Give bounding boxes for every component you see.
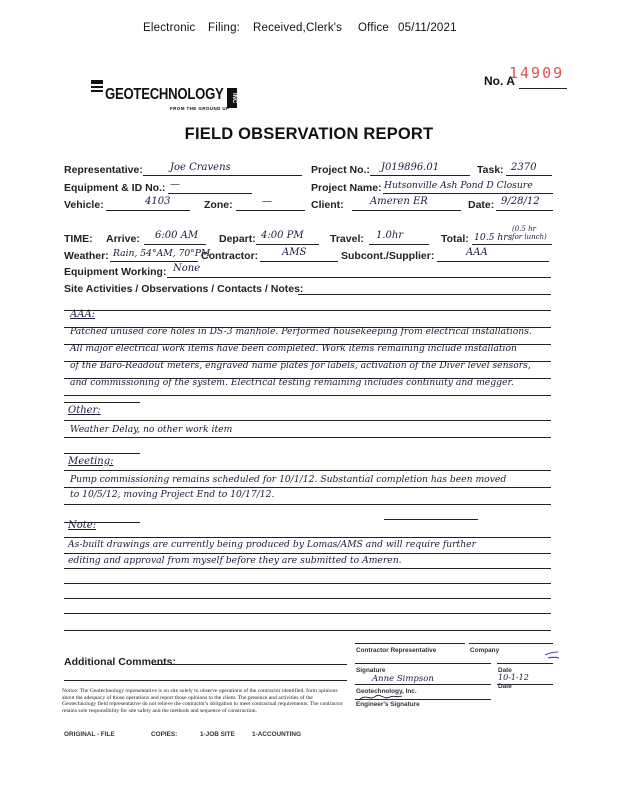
zone-value: — <box>262 196 272 207</box>
vehicle-value: 4103 <box>145 196 171 207</box>
representative-value: Joe Cravens <box>170 162 231 173</box>
logo-mark-icon <box>91 80 103 92</box>
report-number-underline <box>519 88 567 89</box>
note-rule <box>64 583 551 584</box>
report-number-value: 14909 <box>509 64 565 82</box>
note-rule <box>64 437 551 438</box>
other-heading: Other: <box>68 405 101 416</box>
geotech-inc-label: Geotechnology, Inc. <box>356 688 417 695</box>
total-note-bottom: for lunch) <box>512 233 547 241</box>
date-label: Date: <box>468 199 495 211</box>
subcontractor-label: Subcont./Supplier: <box>341 250 435 262</box>
additional-comments-label: Additional Comments: <box>64 656 176 668</box>
aaa-line: All major electrical work items have been completed. Work items remaining include installation <box>70 343 517 354</box>
note-rule <box>64 537 551 538</box>
arrive-line <box>144 244 206 245</box>
project-name-value: Hutsonville Ash Pond D Closure <box>384 180 533 191</box>
date-top-line <box>497 663 553 664</box>
note-rule <box>64 420 551 421</box>
note-rule-partial <box>384 519 478 520</box>
blue-check-mark-icon <box>544 651 560 661</box>
notice-text: Notice: The Geotechnology representative is on site solely to observe operations of the contractor identified, form opinions about the adequacy of those operations and report those opinions to the client. The presence and activities of the Geotechnology field representative do not relieve the contractor's obligation to meet contractual requirements. The contractor retains sole responsibility for site safety and the methods and sequence of construction. <box>62 688 343 714</box>
date-value: 9/28/12 <box>501 196 540 207</box>
report-number-label: No. A <box>484 74 515 88</box>
aaa-line: of the Baro-Readout meters, engraved name plates for labels, activation of the Diver level sensors, <box>70 360 531 371</box>
footer-accounting: 1-ACCOUNTING <box>252 731 301 738</box>
engineer-signature-label: Engineer's Signature <box>356 701 420 708</box>
meeting-line: Pump commissioning remains scheduled for 10/1/12. Substantial completion has been moved <box>70 474 507 485</box>
signature-line <box>355 684 491 685</box>
project-no-line <box>370 175 470 176</box>
company-label: Company <box>470 647 500 654</box>
travel-value: 1.0hr <box>376 230 404 241</box>
project-no-label: Project No.: <box>311 164 370 176</box>
note-rule <box>64 613 551 614</box>
subcontractor-line <box>437 261 549 262</box>
note-rule <box>64 553 551 554</box>
contractor-rep-line <box>355 643 465 644</box>
engineer-signature-line <box>355 699 491 700</box>
contractor-value: AMS <box>282 247 307 258</box>
report-number <box>509 64 564 82</box>
note-rule-short <box>64 402 140 403</box>
footer-copies: COPIES: <box>151 731 178 738</box>
meeting-line: to 10/5/12, moving Project End to 10/17/12. <box>70 489 275 500</box>
client-value: Ameren ER <box>370 196 428 207</box>
depart-line <box>256 244 319 245</box>
aaa-line: and commissioning of the system. Electrical testing remaining includes continuity and megger. <box>70 377 514 388</box>
meeting-heading: Meeting: <box>68 456 114 467</box>
subcontractor-value: AAA <box>466 247 488 258</box>
weather-line <box>110 261 198 262</box>
filing-date: 05/11/2021 <box>398 22 457 34</box>
client-label: Client: <box>311 199 344 211</box>
filing-label-office: Office <box>358 22 390 34</box>
note-rule <box>64 470 551 471</box>
zone-line <box>236 210 305 211</box>
zone-label: Zone: <box>204 199 233 211</box>
note-rule <box>64 395 551 396</box>
page-title: FIELD OBSERVATION REPORT <box>184 125 434 143</box>
client-line <box>352 210 461 211</box>
project-no-value: J019896.01 <box>381 162 440 173</box>
equipment-working-line <box>167 277 551 278</box>
note-rule <box>64 598 551 599</box>
representative-label: Representative: <box>64 164 143 176</box>
company-line <box>469 643 553 644</box>
note-rule-short <box>64 453 140 454</box>
filing-label-electronic: Electronic <box>143 22 196 34</box>
vehicle-line <box>106 210 190 211</box>
signed-date: 10-1-12 <box>498 673 529 682</box>
site-activities-line <box>298 294 551 295</box>
additional-comments-line <box>152 664 347 665</box>
travel-label: Travel: <box>330 233 364 245</box>
engineer-date-label: Date <box>498 683 512 690</box>
equipment-line <box>168 193 252 194</box>
footer-job-site: 1-JOB SITE <box>200 731 235 738</box>
contractor-label: Contractor: <box>201 250 259 262</box>
task-value: 2370 <box>511 162 537 173</box>
arrive-value: 6:00 AM <box>155 230 199 241</box>
total-note <box>512 225 547 241</box>
note-line: editing and approval from myself before they are submitted to Ameren. <box>68 555 402 566</box>
travel-line <box>369 244 429 245</box>
total-line <box>472 244 552 245</box>
equipment-working-value: None <box>173 263 201 274</box>
time-label: TIME: <box>64 233 93 245</box>
note-rule <box>64 630 551 631</box>
contractor-line <box>260 261 338 262</box>
equipment-label: Equipment & ID No.: <box>64 182 166 194</box>
aaa-line: Patched unused core holes in DS-3 manhole. Performed housekeeping from electrical installations. <box>70 326 532 337</box>
vehicle-label: Vehicle: <box>64 199 104 211</box>
depart-label: Depart: <box>219 233 256 245</box>
filing-label-received: Received,Clerk's <box>253 22 343 34</box>
logo-name: GEOTECHNOLOGY <box>105 86 224 103</box>
footer-original: ORIGINAL - FILE <box>64 731 115 738</box>
representative-line <box>143 175 302 176</box>
task-line <box>506 175 552 176</box>
note-rule <box>64 310 551 311</box>
note-rule <box>64 568 551 569</box>
arrive-label: Arrive: <box>106 233 140 245</box>
logo-tagline: FROM THE GROUND UP <box>170 106 230 111</box>
note-heading: Note: <box>68 520 97 531</box>
depart-value: 4:00 PM <box>261 230 304 241</box>
site-activities-label: Site Activities / Observations / Contacts / Notes: <box>64 283 304 295</box>
signature-label: Signature <box>356 667 386 674</box>
filing-label-filing: Filing: <box>208 22 241 34</box>
other-line: Weather Delay, no other work item <box>70 424 233 435</box>
signature-date-label: Date <box>498 667 512 674</box>
additional-comments-line <box>64 680 347 681</box>
contractor-rep-label: Contractor Representative <box>356 647 437 654</box>
logo-inc: INC <box>227 88 237 108</box>
total-value: 10.5 hrs <box>474 232 513 243</box>
total-note-top: (0.5 hr <box>512 225 536 233</box>
equipment-working-label: Equipment Working: <box>64 266 167 278</box>
note-rule <box>64 487 551 488</box>
equipment-value: — <box>170 179 180 190</box>
signed-name: Anne Simpson <box>372 674 434 684</box>
project-name-label: Project Name: <box>311 182 382 194</box>
task-label: Task: <box>477 164 504 176</box>
aaa-heading: AAA: <box>70 309 96 320</box>
project-name-line <box>383 193 553 194</box>
total-label: Total: <box>441 233 469 245</box>
note-rule <box>64 504 551 505</box>
weather-label: Weather: <box>64 250 109 262</box>
date-line <box>496 210 553 211</box>
weather-value: Rain, 54°AM, 70°PM <box>113 248 211 259</box>
signature-top-line <box>355 663 491 664</box>
note-line: As-built drawings are currently being produced by Lomas/AMS and will require further <box>68 539 477 550</box>
